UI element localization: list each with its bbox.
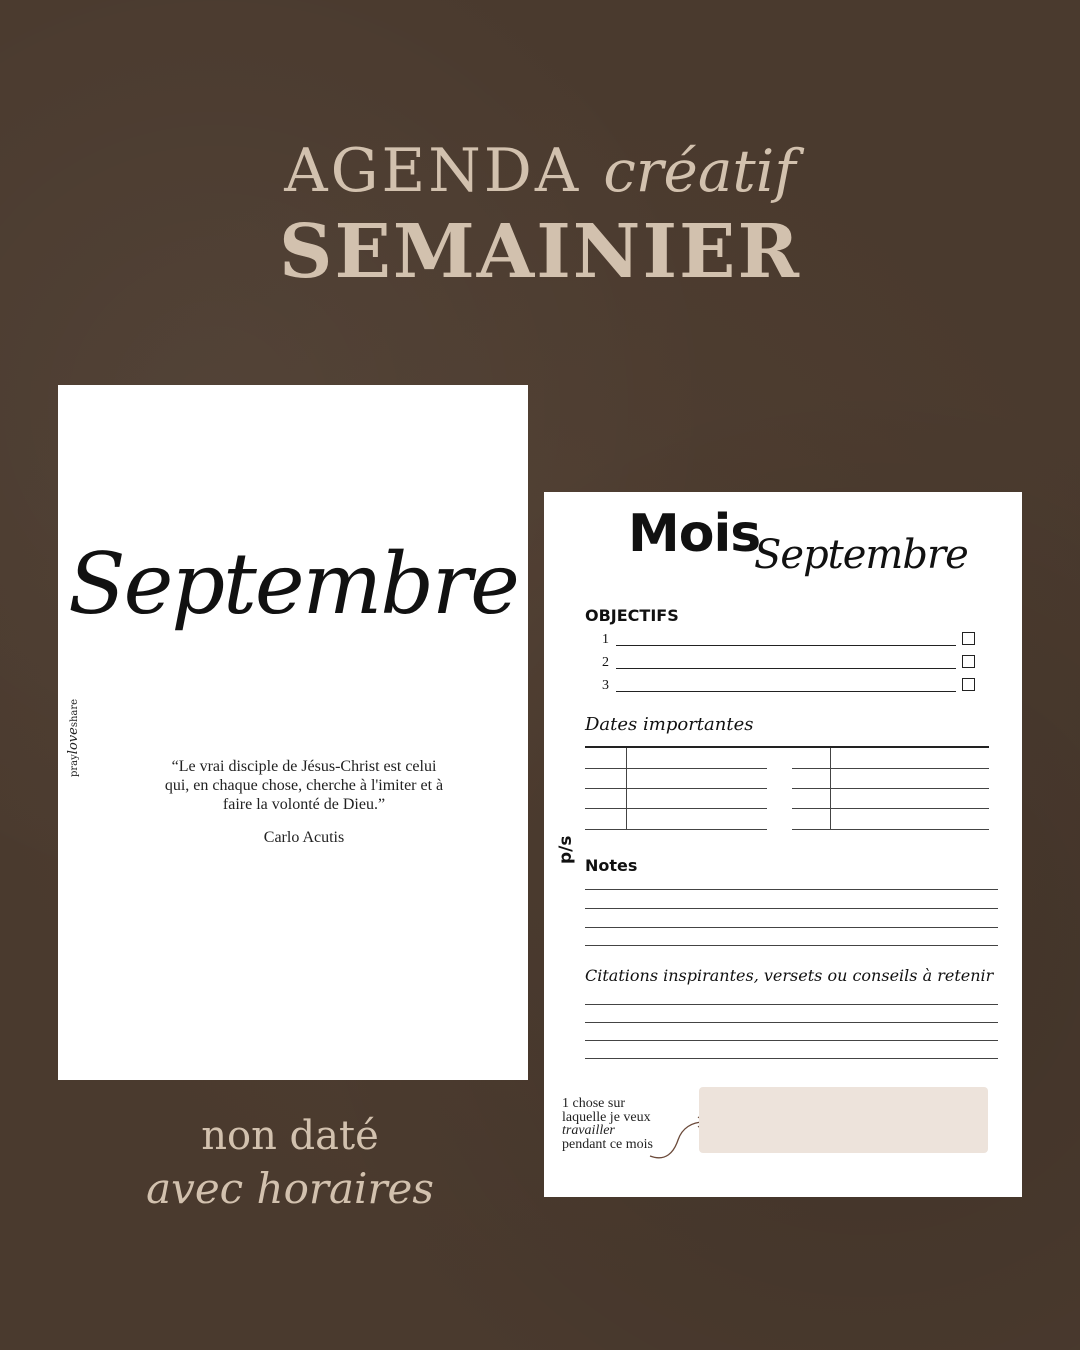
- objective-line: [616, 645, 956, 646]
- notes-line: [585, 908, 998, 909]
- objective-number: 3: [602, 678, 609, 693]
- quotes-title: Citations inspirantes, versets ou conseils à retenir: [585, 966, 994, 985]
- monthly-planner-page: [544, 492, 1022, 1197]
- objective-row: [602, 678, 974, 694]
- objective-checkbox[interactable]: [962, 678, 975, 691]
- objective-line: [616, 691, 956, 692]
- bottom-caption: [110, 1110, 470, 1216]
- title-creatif: créatif: [603, 137, 796, 205]
- notes-title: Notes: [585, 856, 638, 875]
- dates-title: Dates importantes: [585, 714, 754, 735]
- focus-line: laquelle je veux: [562, 1109, 651, 1125]
- focus-line: pendant ce mois: [562, 1136, 653, 1152]
- brand-logo: [66, 697, 80, 777]
- objective-row: [602, 632, 974, 648]
- objective-number: 1: [602, 632, 609, 647]
- dates-row-line: [585, 829, 767, 830]
- cover-month: Septembre: [68, 535, 518, 633]
- quotes-line: [585, 1040, 998, 1041]
- quotes-line: [585, 1058, 998, 1059]
- title-agenda: AGENDA: [284, 136, 582, 206]
- hero-title: [0, 130, 1080, 295]
- cover-quote: “Le vrai disciple de Jésus-Christ est celui qui, en chaque chose, cherche à l'imiter et à faire la volonté de Dieu.”: [164, 758, 444, 813]
- cover-page: [58, 385, 528, 1080]
- title-line-1: [0, 130, 1080, 212]
- planner-month: Septembre: [754, 532, 968, 578]
- objective-number: 2: [602, 655, 609, 670]
- brand-pray: pray: [69, 754, 80, 777]
- dates-row-line: [792, 768, 989, 769]
- objectives-title: OBJECTIFS: [585, 606, 679, 625]
- caption-undated: non daté: [201, 1113, 379, 1159]
- notes-line: [585, 945, 998, 946]
- objective-checkbox[interactable]: [962, 632, 975, 645]
- dates-row-line: [585, 788, 767, 789]
- focus-line: travailler: [562, 1123, 615, 1138]
- focus-input-box[interactable]: [699, 1087, 988, 1153]
- dates-row-line: [792, 829, 989, 830]
- brand-share: share: [69, 698, 80, 728]
- objective-line: [616, 668, 956, 669]
- caption-with-hours: avec horaires: [146, 1164, 434, 1213]
- dates-row-line: [792, 788, 989, 789]
- title-semainier: SEMAINIER: [279, 209, 801, 295]
- dates-row-line: [585, 768, 767, 769]
- dates-row-line: [585, 808, 767, 809]
- quotes-line: [585, 1022, 998, 1023]
- objective-row: [602, 655, 974, 671]
- dates-col-divider: [830, 748, 831, 830]
- focus-line: 1 chose sur: [562, 1096, 625, 1111]
- notes-line: [585, 889, 998, 890]
- focus-label: [562, 1097, 653, 1151]
- dates-row-line: [792, 808, 989, 809]
- cover-quote-author: Carlo Acutis: [263, 829, 345, 846]
- quotes-line: [585, 1004, 998, 1005]
- planner-title: Mois: [628, 504, 761, 564]
- side-logo: p/s: [556, 835, 576, 864]
- dates-top-rule: [585, 746, 989, 748]
- dates-col-divider: [626, 748, 627, 830]
- objective-checkbox[interactable]: [962, 655, 975, 668]
- notes-line: [585, 927, 998, 928]
- brand-love: love: [66, 727, 81, 755]
